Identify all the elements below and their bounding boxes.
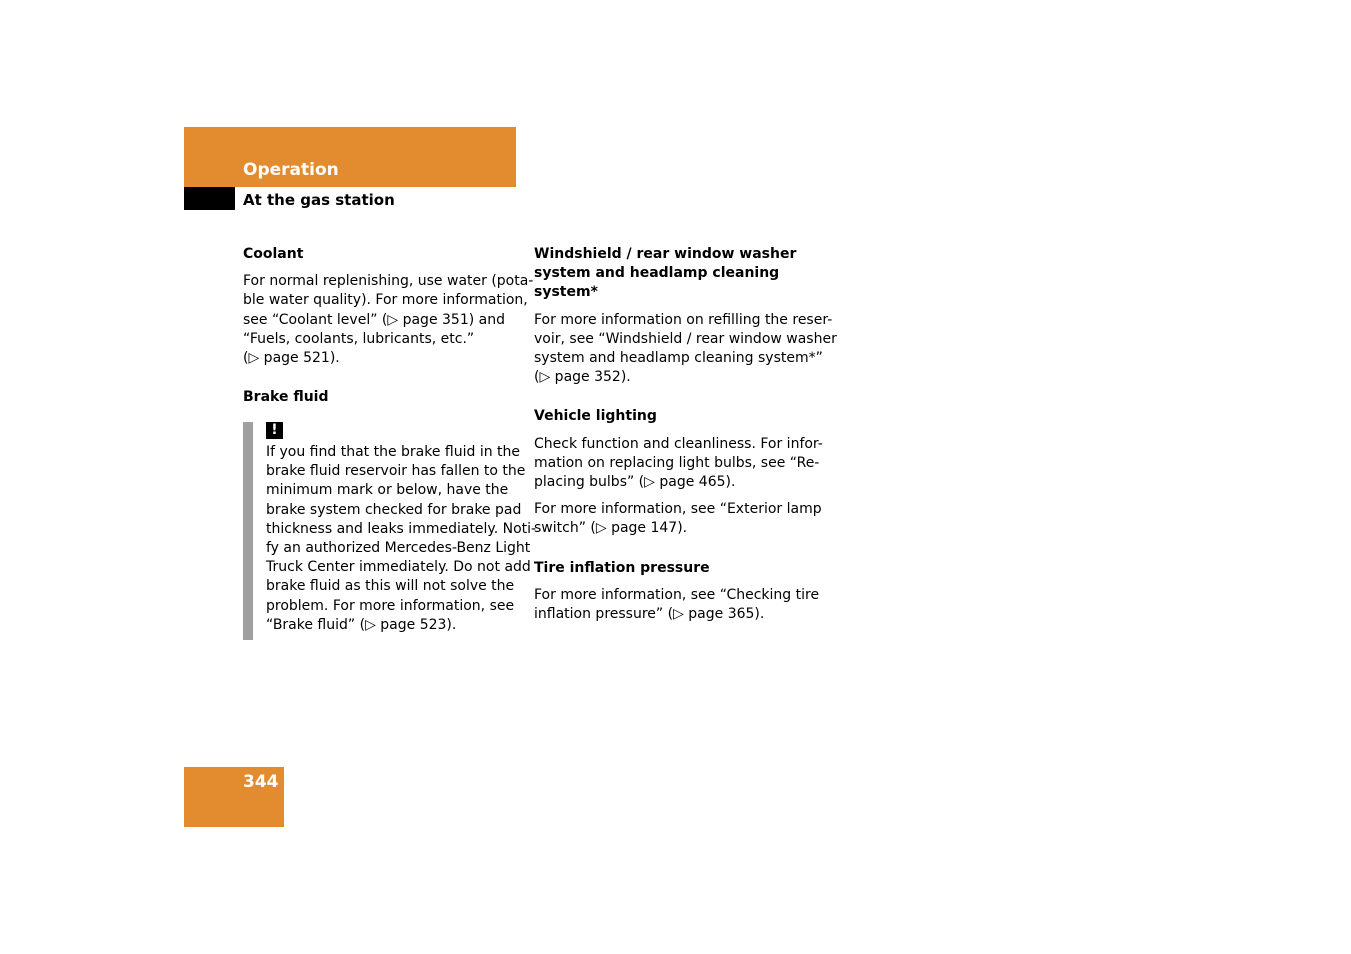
warning-line: Truck Center immediately. Do not add <box>266 559 531 576</box>
washer-line: voir, see “Windshield / rear window washer <box>534 330 837 347</box>
coolant-text <box>243 272 534 368</box>
washer-heading-line: Windshield / rear window washer <box>534 246 797 262</box>
warning-line: problem. For more information, see <box>266 597 515 614</box>
tire-line: inflation pressure” (▷ page 365). <box>534 606 765 623</box>
washer-line: For more information on refilling the reser- <box>534 311 833 328</box>
washer-heading-line: system* <box>534 284 598 301</box>
tire-line: For more information, see “Checking tire <box>534 586 820 603</box>
section-title: Operation <box>243 160 339 180</box>
tire-text <box>534 586 824 624</box>
lighting-line: switch” (▷ page 147). <box>534 520 688 537</box>
tire-heading: Tire inflation pressure <box>534 559 710 576</box>
lighting-line: mation on replacing light bulbs, see “Re- <box>534 454 820 471</box>
brake-fluid-warning <box>243 422 537 640</box>
coolant-line: ble water quality). For more information, <box>243 292 528 309</box>
warning-line: minimum mark or below, have the <box>266 482 509 499</box>
page-number: 344 <box>243 772 279 792</box>
exclamation-icon: ! <box>266 422 283 439</box>
washer-line: system and headlamp cleaning system*” <box>534 350 823 367</box>
warning-bar <box>243 422 253 640</box>
washer-text <box>534 311 837 388</box>
coolant-heading: Coolant <box>243 246 304 262</box>
warning-line: If you find that the brake fluid in the <box>266 444 521 460</box>
lighting-line: Check function and cleanliness. For infor- <box>534 435 823 452</box>
warning-line: brake fluid as this will not solve the <box>266 578 515 595</box>
warning-line: brake system checked for brake pad <box>266 501 522 518</box>
coolant-line: see “Coolant level” (▷ page 351) and <box>243 311 505 328</box>
warning-line: thickness and leaks immediately. Noti- <box>266 520 537 537</box>
lighting-heading: Vehicle lighting <box>534 408 657 425</box>
washer-line: (▷ page 352). <box>534 369 631 386</box>
lighting-line: For more information, see “Exterior lamp <box>534 501 822 518</box>
section-marker <box>184 187 235 210</box>
brake-fluid-heading: Brake fluid <box>243 389 329 406</box>
left-column <box>243 245 534 407</box>
washer-heading-line: system and headlamp cleaning <box>534 265 780 282</box>
header-bar <box>184 127 516 187</box>
warning-line: brake fluid reservoir has fallen to the <box>266 463 526 480</box>
warning-line: fy an authorized Mercedes-Benz Light <box>266 540 531 557</box>
warning-line: “Brake fluid” (▷ page 523). <box>266 616 457 633</box>
lighting-text-1 <box>534 435 824 493</box>
subsection-title: At the gas station <box>243 191 395 209</box>
coolant-line: (▷ page 521). <box>243 350 340 367</box>
lighting-line: placing bulbs” (▷ page 465). <box>534 474 736 491</box>
lighting-text-2 <box>534 500 824 538</box>
warning-text <box>266 443 536 635</box>
washer-heading <box>534 245 824 303</box>
coolant-line: “Fuels, coolants, lubricants, etc.” <box>243 330 475 347</box>
coolant-line: For normal replenishing, use water (pota- <box>243 273 534 290</box>
right-column <box>534 245 837 624</box>
